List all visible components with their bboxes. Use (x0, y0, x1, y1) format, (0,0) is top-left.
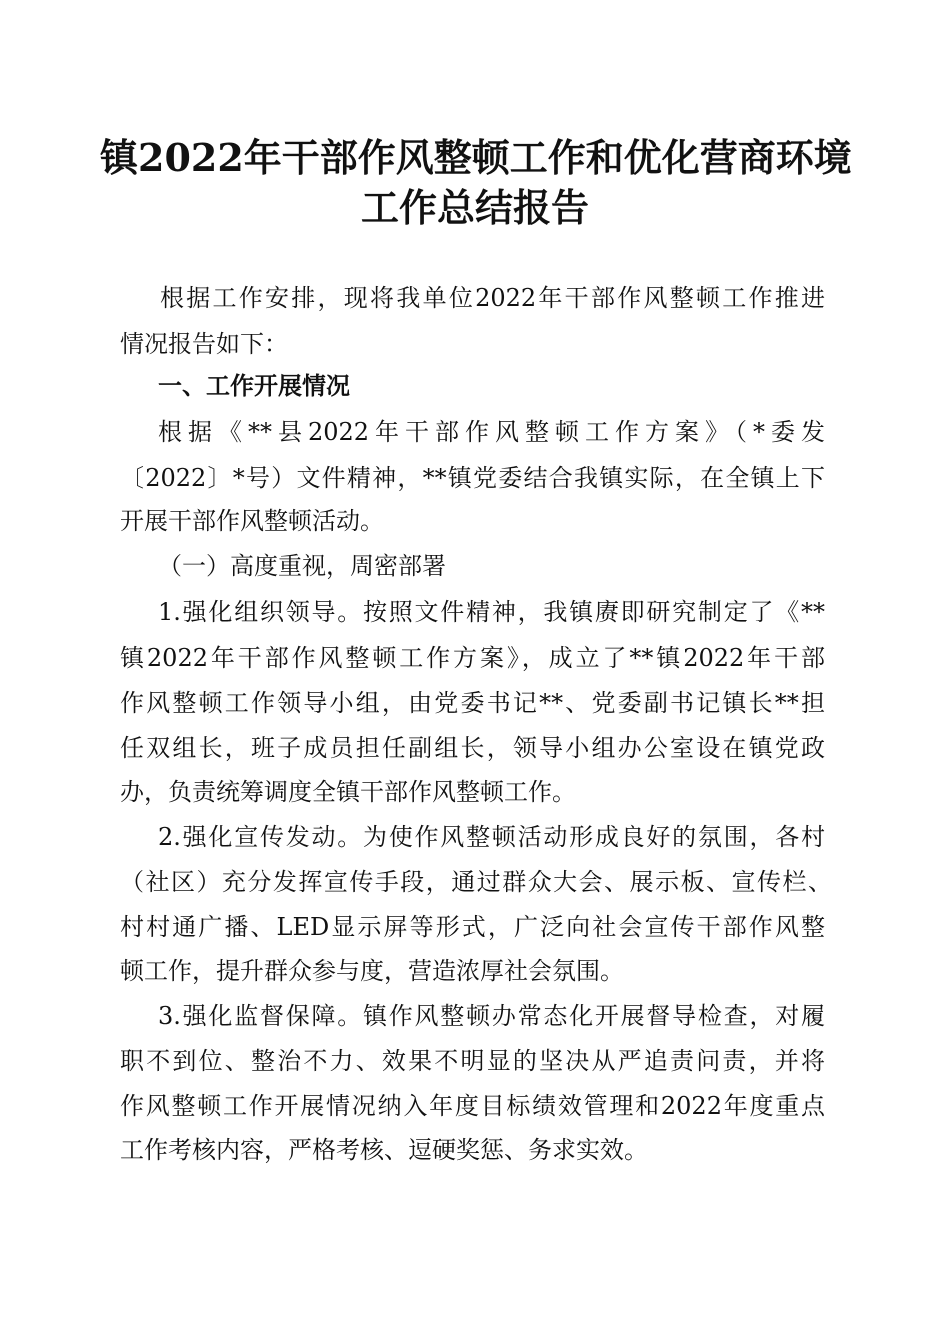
item1-line-4: 任双组长，班子成员担任副组长，领导小组办公室设在镇党政 (120, 734, 825, 762)
section1-p1-line-1: 根据《**县2022年干部作风整顿工作方案》（*委发 (158, 418, 825, 446)
intro-line-1: 根据工作安排，现将我单位2022年干部作风整顿工作推进 (160, 284, 825, 312)
item2-line-4: 顿工作，提升群众参与度，营造浓厚社会氛围。 (120, 957, 624, 985)
document-title-line-2: 工作总结报告 (360, 185, 589, 230)
item2-line-2: （社区）充分发挥宣传手段，通过群众大会、展示板、宣传栏、 (120, 868, 832, 896)
item1-line-1: 1.强化组织领导。按照文件精神，我镇赓即研究制定了《** (158, 598, 825, 626)
item2-line-1: 2.强化宣传发动。为使作风整顿活动形成良好的氛围，各村 (158, 823, 825, 851)
item3-line-1: 3.强化监督保障。镇作风整顿办常态化开展督导检查，对履 (158, 1002, 825, 1030)
item3-line-4: 工作考核内容，严格考核、逗硬奖惩、务求实效。 (120, 1136, 648, 1164)
section1-p1-line-2: 〔2022〕*号）文件精神，**镇党委结合我镇实际，在全镇上下 (120, 464, 825, 492)
subsection-heading-1: （一）高度重视，周密部署 (158, 552, 446, 580)
item1-line-5: 办，负责统筹调度全镇干部作风整顿工作。 (120, 778, 576, 806)
item3-line-2: 职不到位、整治不力、效果不明显的坚决从严追责问责，并将 (120, 1047, 825, 1075)
item1-line-2: 镇2022年干部作风整顿工作方案》，成立了**镇2022年干部 (120, 644, 825, 672)
document-title-line-1: 镇2022年干部作风整顿工作和优化营商环境 (100, 135, 852, 180)
item3-line-3: 作风整顿工作开展情况纳入年度目标绩效管理和2022年度重点 (120, 1092, 825, 1120)
intro-line-2: 情况报告如下： (120, 330, 288, 358)
section-heading-1: 一、工作开展情况 (158, 372, 350, 400)
item1-line-3: 作风整顿工作领导小组，由党委书记**、党委副书记镇长**担 (120, 689, 825, 717)
item2-line-3: 村村通广播、LED显示屏等形式，广泛向社会宣传干部作风整 (120, 913, 825, 941)
section1-p1-line-3: 开展干部作风整顿活动。 (120, 507, 384, 535)
